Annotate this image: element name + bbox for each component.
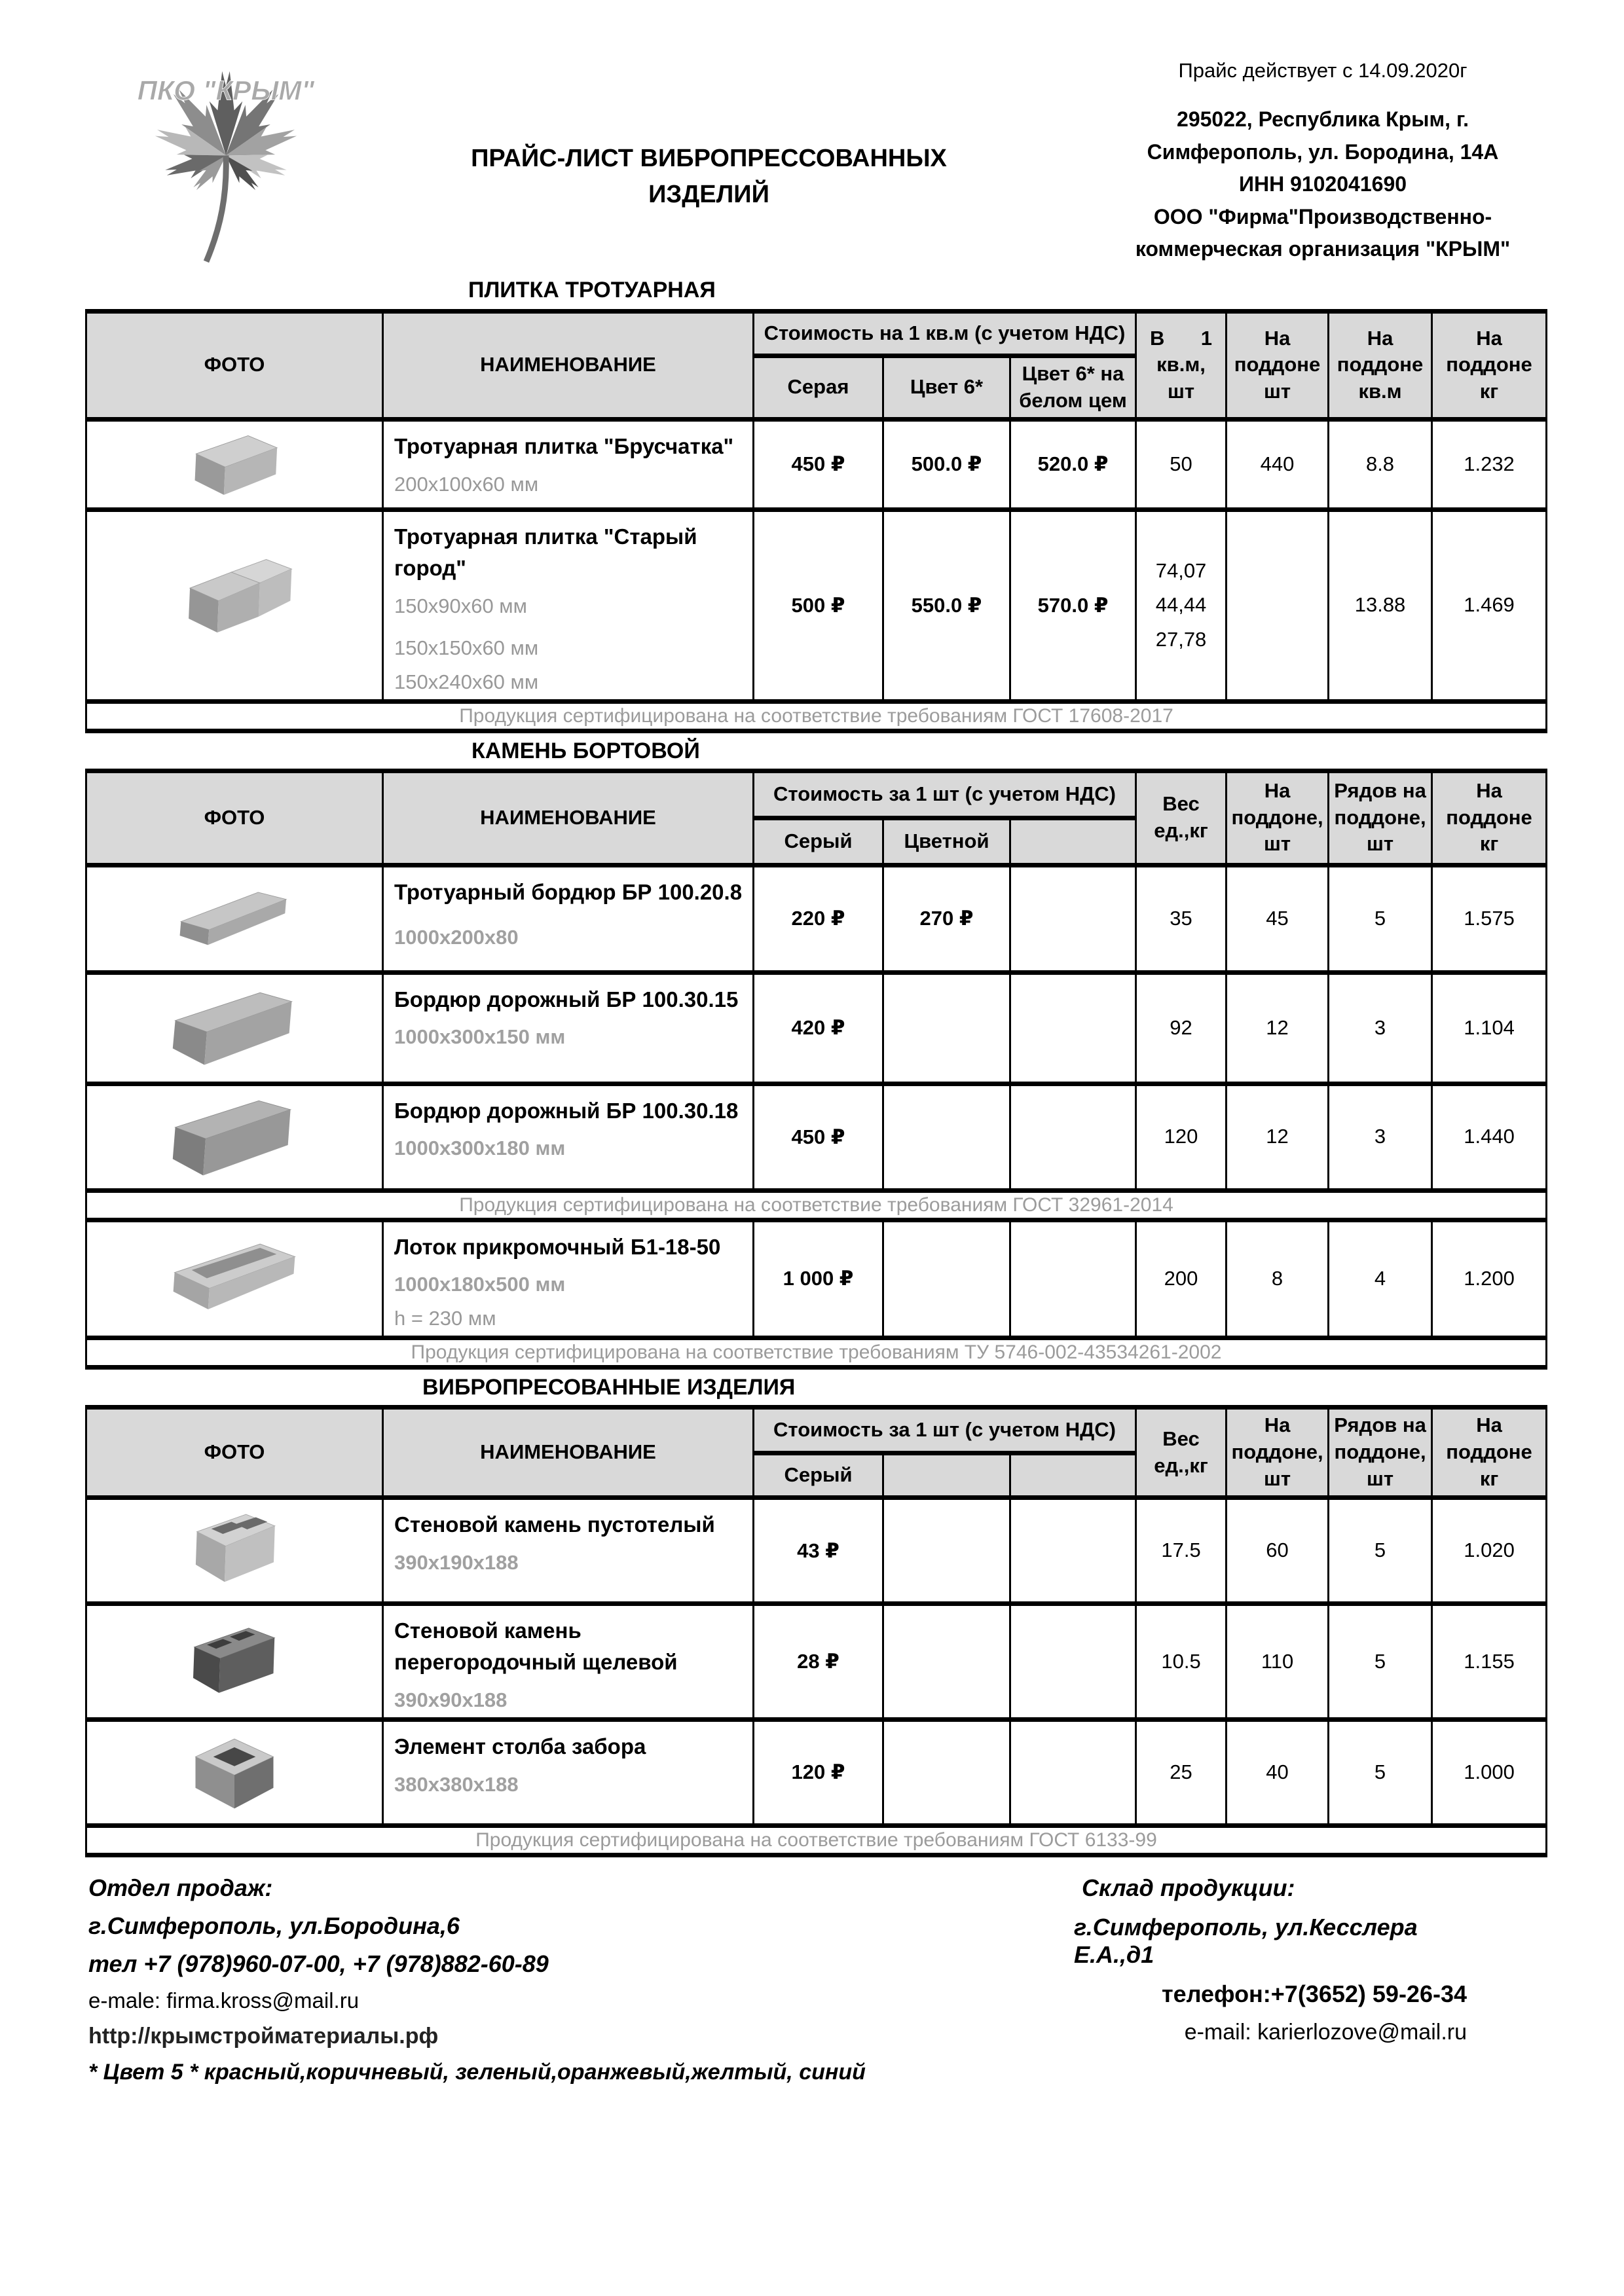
section-title-plitka: ПЛИТКА ТРОТУАРНАЯ	[468, 278, 716, 302]
table-row	[86, 865, 1547, 972]
t2-col-pallet-kg: На поддоне кг	[1432, 771, 1547, 865]
product-photo	[86, 1084, 383, 1190]
t1-col-pallet-kg: На поддоне кг	[1432, 312, 1547, 420]
product-name: Элемент столба забора	[394, 1734, 646, 1758]
price-gray: 450 ₽	[754, 1084, 883, 1190]
sales-phones: тел +7 (978)960-07-00, +7 (978)882-60-89	[88, 1950, 549, 1977]
t1-col-price-group: Стоимость на 1 кв.м (с учетом НДС)	[754, 312, 1136, 356]
t3-col-name: НАИМЕНОВАНИЕ	[383, 1408, 754, 1498]
t3-col-blank2	[1010, 1453, 1136, 1498]
t1-col-color6: Цвет 6*	[883, 356, 1010, 420]
product-dims: 150х150х60 мм	[394, 636, 539, 659]
t3-col-price-group: Стоимость за 1 шт (с учетом НДС)	[754, 1408, 1136, 1453]
price-gray: 500 ₽	[754, 509, 883, 701]
price-gray: 43 ₽	[754, 1498, 883, 1604]
pallet-pcs: 440	[1227, 419, 1329, 509]
table-kamen-bortovoy	[85, 769, 1547, 1370]
t2-col-name: НАИМЕНОВАНИЕ	[383, 771, 754, 865]
qty-per-sqm: 74,07 44,44 27,78	[1136, 509, 1227, 701]
pallet-kg: 1.440	[1432, 1084, 1547, 1190]
pallet-pcs: 60	[1227, 1498, 1329, 1604]
doc-title-line1: ПРАЙС-ЛИСТ ВИБРОПРЕССОВАННЫХ	[471, 145, 947, 172]
pallet-rows: 3	[1329, 1084, 1432, 1190]
price-gray: 220 ₽	[754, 865, 883, 972]
product-name: Бордюр дорожный БР 100.30.18	[394, 1098, 739, 1123]
price-color: 500.0 ₽	[883, 419, 1010, 509]
cert-note: Продукция сертифицирована на соответствие требованиям ГОСТ 17608-2017	[86, 701, 1547, 731]
product-dims: 1000х180х500 мм	[394, 1273, 566, 1296]
section-title-kamen-bortovoy: КАМЕНЬ БОРТОВОЙ	[471, 738, 700, 763]
t2-col-colored: Цветной	[883, 818, 1010, 865]
company-info-block	[1087, 26, 1559, 275]
company-address-line1: 295022, Республика Крым, г.	[1177, 107, 1469, 131]
t3-col-gray: Серый	[754, 1453, 883, 1498]
t3-col-pallet-rows: Рядов на поддоне, шт	[1329, 1408, 1432, 1498]
curb-road-tall-photo-icon	[164, 1088, 305, 1183]
product-photo	[86, 509, 383, 701]
price-white-cement: 570.0 ₽	[1010, 509, 1136, 701]
pallet-sqm: 8.8	[1329, 419, 1432, 509]
unit-weight: 25	[1136, 1719, 1227, 1825]
table-row	[86, 701, 1547, 731]
partition-block-photo-icon	[175, 1614, 293, 1705]
unit-weight: 10.5	[1136, 1604, 1227, 1720]
product-photo	[86, 1604, 383, 1720]
product-name: Стеновой камень пустотелый	[394, 1512, 715, 1537]
sales-address: г.Симферополь, ул.Бородина,6	[88, 1912, 460, 1939]
t2-col-pallet-pcs: На поддоне, шт	[1227, 771, 1329, 865]
gutter-tray-photo-icon	[164, 1228, 305, 1326]
company-org-line2: коммерческая организация "КРЫМ"	[1135, 237, 1511, 261]
cert-note: Продукция сертифицирована на соответствие требованиям ГОСТ 32961-2014	[86, 1190, 1547, 1220]
warehouse-block	[1074, 1874, 1467, 2057]
pallet-kg: 1.575	[1432, 865, 1547, 972]
product-dims: 150х240х60 мм	[394, 670, 539, 693]
pallet-kg: 1.000	[1432, 1719, 1547, 1825]
table-row	[86, 1084, 1547, 1190]
price-validity-note: Прайс действует с 14.09.2020г	[1178, 59, 1467, 82]
pallet-rows: 5	[1329, 1604, 1432, 1720]
product-dims: 1000х300х150 мм	[394, 1025, 566, 1049]
pallet-rows: 5	[1329, 1498, 1432, 1604]
price-gray: 120 ₽	[754, 1719, 883, 1825]
cert-note: Продукция сертифицирована на соответствие требованиям ГОСТ 6133-99	[86, 1825, 1547, 1855]
product-name: Лоток прикромочный Б1-18-50	[394, 1234, 721, 1259]
paver-block-photo-icon	[171, 424, 299, 502]
pallet-kg: 1.200	[1432, 1220, 1547, 1338]
t2-col-gray: Серый	[754, 818, 883, 865]
t2-col-blank	[1010, 818, 1136, 865]
warehouse-email: e-mail: karierlozove@mail.ru	[1184, 2019, 1467, 2045]
product-name: Тротуарный бордюр БР 100.20.8	[394, 879, 743, 904]
pallet-pcs: 8	[1227, 1220, 1329, 1338]
product-photo	[86, 1719, 383, 1825]
t3-col-weight: Вес ед.,кг	[1136, 1408, 1227, 1498]
paver-cluster-photo-icon	[169, 550, 300, 658]
maple-leaf-logo-icon	[128, 26, 324, 285]
company-website-link[interactable]: http://крымстройматериалы.рф	[88, 2023, 439, 2049]
product-dims: 200х100х60 мм	[394, 472, 539, 496]
company-inn: ИНН 9102041690	[1238, 172, 1407, 196]
cert-note: Продукция сертифицирована на соответствие требованиям ТУ 5746-002-43534261-2002	[86, 1338, 1547, 1368]
product-dims: 390х190х188	[394, 1550, 519, 1574]
t1-col-pallet-pcs: На поддоне шт	[1227, 312, 1329, 420]
product-dims: 1000х300х180 мм	[394, 1137, 566, 1160]
product-dims: 150х90х60 мм	[394, 594, 527, 617]
fence-post-block-photo-icon	[179, 1722, 290, 1820]
t3-col-pallet-kg: На поддоне кг	[1432, 1408, 1547, 1498]
price-white-cement: 520.0 ₽	[1010, 419, 1136, 509]
footer-contacts	[88, 1874, 1539, 2123]
pallet-kg: 1.232	[1432, 419, 1547, 509]
t3-col-photo: ФОТО	[86, 1408, 383, 1498]
pallet-kg: 1.020	[1432, 1498, 1547, 1604]
table-row	[86, 1220, 1547, 1338]
t2-col-pallet-rows: Рядов на поддоне, шт	[1329, 771, 1432, 865]
product-photo	[86, 972, 383, 1084]
price-gray: 1 000 ₽	[754, 1220, 883, 1338]
pallet-pcs: 12	[1227, 972, 1329, 1084]
table-plitka-trotuarnaya	[85, 309, 1547, 733]
unit-weight: 200	[1136, 1220, 1227, 1338]
product-photo	[86, 1220, 383, 1338]
pallet-pcs: 45	[1227, 865, 1329, 972]
t2-col-price-group: Стоимость за 1 шт (с учетом НДС)	[754, 771, 1136, 818]
t1-col-name: НАИМЕНОВАНИЕ	[383, 312, 754, 420]
pallet-pcs: 110	[1227, 1604, 1329, 1720]
price-gray: 420 ₽	[754, 972, 883, 1084]
logo-text: ПКО "КРЫМ"	[137, 75, 315, 106]
color-footnote: * Цвет 5 * красный,коричневый, зеленый,оранжевый,желтый, синий	[88, 2059, 866, 2085]
product-name: Стеновой камень перегородочный щелевой	[394, 1618, 678, 1674]
price-color: 550.0 ₽	[883, 509, 1010, 701]
section-title-vibropressovannye: ВИБРОПРЕСОВАННЫЕ ИЗДЕЛИЯ	[422, 1375, 796, 1400]
sales-email: e-male: firma.kross@mail.ru	[88, 1988, 360, 2013]
qty-per-sqm: 50	[1136, 419, 1227, 509]
table-row	[86, 509, 1547, 701]
product-dims: 380х380х188	[394, 1772, 519, 1796]
t2-col-weight: Вес ед.,кг	[1136, 771, 1227, 865]
t1-col-pallet-sqm: На поддоне кв.м	[1329, 312, 1432, 420]
product-name: Бордюр дорожный БР 100.30.15	[394, 987, 739, 1011]
company-logo	[128, 26, 331, 275]
product-photo	[86, 865, 383, 972]
t1-col-gray: Серая	[754, 356, 883, 420]
table-row	[86, 1719, 1547, 1825]
pallet-pcs	[1227, 509, 1329, 701]
unit-weight: 120	[1136, 1084, 1227, 1190]
t1-col-per-sqm: В 1 кв.м, шт	[1136, 312, 1227, 420]
pallet-pcs: 12	[1227, 1084, 1329, 1190]
sales-title: Отдел продаж:	[88, 1874, 273, 1901]
product-dims: 390х90х188	[394, 1688, 507, 1711]
product-dims: 1000х200х80	[394, 926, 519, 949]
pallet-pcs: 40	[1227, 1719, 1329, 1825]
hollow-block-photo-icon	[175, 1500, 293, 1598]
table-row	[86, 419, 1547, 509]
table-row	[86, 1498, 1547, 1604]
doc-title-block	[331, 26, 1087, 275]
pallet-rows: 5	[1329, 1719, 1432, 1825]
unit-weight: 92	[1136, 972, 1227, 1084]
pallet-kg: 1.104	[1432, 972, 1547, 1084]
t1-col-photo: ФОТО	[86, 312, 383, 420]
product-name: Тротуарная плитка "Старый город"	[394, 524, 697, 580]
warehouse-title: Склад продукции:	[1082, 1874, 1295, 1901]
price-gray: 28 ₽	[754, 1604, 883, 1720]
pallet-kg: 1.155	[1432, 1604, 1547, 1720]
pallet-kg: 1.469	[1432, 509, 1547, 701]
price-colored: 270 ₽	[883, 865, 1010, 972]
product-name: Тротуарная плитка "Брусчатка"	[394, 433, 734, 458]
pallet-sqm: 13.88	[1329, 509, 1432, 701]
t3-col-blank1	[883, 1453, 1010, 1498]
doc-title-line2: ИЗДЕЛИЙ	[648, 181, 769, 209]
table-vibropressovannye-izdeliya	[85, 1405, 1547, 1857]
product-photo	[86, 419, 383, 509]
curb-small-photo-icon	[164, 876, 305, 958]
pallet-rows: 5	[1329, 865, 1432, 972]
page-header	[0, 0, 1624, 275]
warehouse-address: г.Симферополь, ул.Кесслера Е.А.,д1	[1074, 1913, 1418, 1968]
t2-col-photo: ФОТО	[86, 771, 383, 865]
table-row	[86, 1190, 1547, 1220]
unit-weight: 17.5	[1136, 1498, 1227, 1604]
t1-col-color6-white: Цвет 6* на белом цем	[1010, 356, 1136, 420]
pallet-rows: 4	[1329, 1220, 1432, 1338]
company-address-line2: Симферополь, ул. Бородина, 14А	[1147, 139, 1499, 164]
t3-col-pallet-pcs: На поддоне, шт	[1227, 1408, 1329, 1498]
price-gray: 450 ₽	[754, 419, 883, 509]
pallet-rows: 3	[1329, 972, 1432, 1084]
unit-weight: 35	[1136, 865, 1227, 972]
product-dims: h = 230 мм	[394, 1307, 496, 1330]
product-photo	[86, 1498, 383, 1604]
warehouse-phone: телефон:+7(3652) 59-26-34	[1161, 1980, 1467, 2007]
table-row	[86, 1338, 1547, 1368]
company-org-line1: ООО "Фирма"Производственно-	[1153, 204, 1492, 228]
table-row	[86, 1604, 1547, 1720]
table-row	[86, 972, 1547, 1084]
table-row	[86, 1825, 1547, 1855]
curb-road-photo-icon	[164, 979, 305, 1074]
